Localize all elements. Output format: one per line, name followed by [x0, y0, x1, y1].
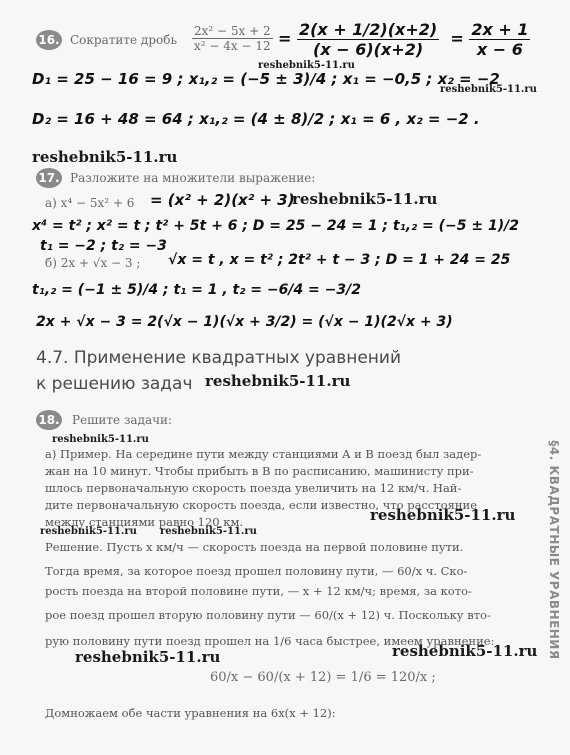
hand-result-denominator: x − 6	[476, 40, 523, 59]
problem-18-text-line: рую половину пути поезд прошел на 1/6 часа быстрее, имеем уравнение:	[45, 634, 495, 648]
section-title-line-1: 4.7. Применение квадратных уравнений	[36, 348, 401, 368]
watermark: reshebnik5-11.ru	[205, 372, 351, 390]
problem-17-b-label: б) 2x + √x − 3 ;	[45, 256, 141, 270]
fraction-denominator: x² − 4x − 12	[194, 39, 271, 53]
watermark: reshebnik5-11.ru	[32, 148, 178, 166]
hand-denominator: (x − 6)(x+2)	[313, 40, 424, 59]
problem-18-text-line: дите первоначальную скорость поезда, если известно, что расстояние	[45, 498, 478, 512]
problem-18-text-line: Решение. Пусть x км/ч — скорость поезда на первой половине пути.	[45, 540, 464, 554]
problem-17-instruction: Разложите на множители выражение:	[70, 171, 316, 185]
problem-18-text-line: а) Пример. На середине пути между станциями A и B поезд был задер-	[45, 447, 482, 461]
watermark: reshebnik5-11.ru	[258, 60, 355, 71]
watermark: reshebnik5-11.ru	[392, 642, 538, 660]
problem-18-instruction: Решите задачи:	[72, 413, 173, 427]
chapter-side-tab	[542, 420, 566, 680]
watermark: reshebnik5-11.ru	[75, 648, 221, 666]
hand-result-numerator: 2x + 1	[471, 20, 529, 39]
problem-18-equation: 60/x − 60/(x + 12) = 1/6 = 120/x ;	[210, 670, 436, 685]
problem-17-a-hand: = (x² + 2)(x² + 3)	[150, 191, 295, 209]
problem-16-badge: 16.	[36, 30, 62, 50]
watermark: reshebnik5-11.ru	[52, 434, 149, 445]
problem-17-a-label: а) x⁴ − 5x² + 6	[45, 196, 135, 210]
hand-numerator: 2(x + 1/2)(x+2)	[298, 20, 438, 39]
problem-18-last-line: Домножаем обе части уравнения на 6x(x + 12):	[45, 706, 336, 720]
problem-18-text-line: рое поезд прошел вторую половину пути — 60/(x + 12) ч. Поскольку вто-	[45, 608, 491, 622]
problem-18-text-line: жан на 10 минут. Чтобы прибыть в B по расписанию, машинисту при-	[45, 464, 474, 478]
watermark: reshebnik5-11.ru	[292, 190, 438, 208]
problem-16-line-2: D₂ = 16 + 48 = 64 ; x₁,₂ = (4 ± 8)/2 ; x₁ = 6 , x₂ = −2 .	[32, 110, 480, 128]
problem-17-a-work: x⁴ = t² ; x² = t ; t² + 5t + 6 ; D = 25 − 24 = 1 ; t₁,₂ = (−5 ± 1)/2	[32, 218, 519, 234]
problem-16-fraction	[192, 24, 273, 53]
section-title-line-2: к решению задач	[36, 374, 193, 394]
problem-17-a-roots: t₁ = −2 ; t₂ = −3	[40, 238, 167, 254]
watermark: reshebnik5-11.ru	[440, 84, 537, 95]
problem-18-text-line: рость поезда на второй половине пути, — x + 12 км/ч; время, за кото-	[45, 584, 472, 598]
problem-17-b-hand: √x = t , x = t² ; 2t² + t − 3 ; D = 1 + 24 = 25	[168, 252, 511, 268]
problem-16-hand-fraction: = $\frac{2(x + 1/2)(x+2)}{(x - 6)(x+2)}$ = $\frac{2x + 1}{x - 6}$	[278, 20, 529, 59]
problem-17-b-result: 2x + √x − 3 = 2(√x − 1)(√x + 3/2) = (√x − 1)(2√x + 3)	[36, 314, 453, 330]
problem-18-text-line: Тогда время, за которое поезд прошел половину пути, — 60/x ч. Ско-	[45, 564, 468, 578]
problem-17-b-work: t₁,₂ = (−1 ± 5)/4 ; t₁ = 1 , t₂ = −6/4 = −3/2	[32, 282, 361, 298]
problem-18-text-line: шлось первоначальную скорость поезда увеличить на 12 км/ч. Най-	[45, 481, 462, 495]
problem-18-text-line: между станциями равно 120 км.	[45, 515, 244, 529]
problem-16-line-1: D₁ = 25 − 16 = 9 ; x₁,₂ = (−5 ± 3)/4 ; x₁ = −0,5 ; x₂ = −2	[32, 70, 500, 88]
problem-18-badge: 18.	[36, 410, 62, 430]
problem-17-badge: 17.	[36, 168, 62, 188]
fraction-numerator: 2x² − 5x + 2	[194, 24, 271, 38]
problem-16-instruction: Сократите дробь	[70, 33, 177, 47]
chapter-side-tab-label: §4. КВАДРАТНЫЕ УРАВНЕНИЯ	[547, 440, 561, 660]
watermark: reshebnik5-11.ru	[370, 506, 516, 524]
watermark: reshebnik5-11.ru	[40, 526, 137, 537]
watermark: reshebnik5-11.ru	[160, 526, 257, 537]
